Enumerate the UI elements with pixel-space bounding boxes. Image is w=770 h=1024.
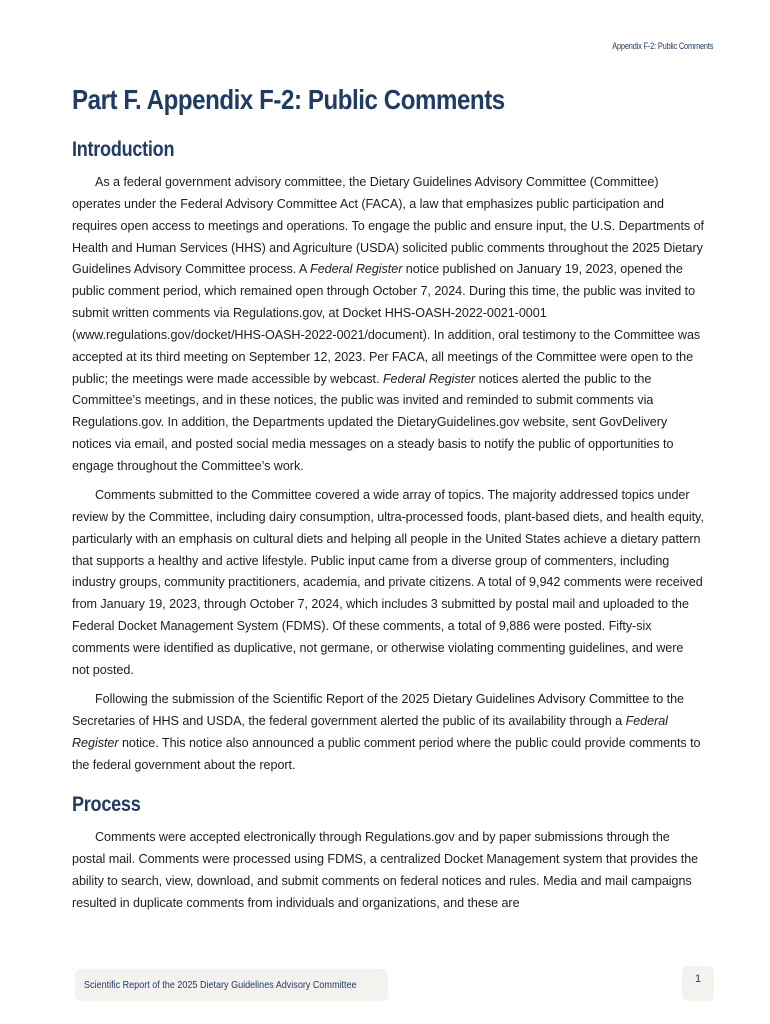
federal-register-italic: Federal Register (310, 262, 403, 277)
running-header: Appendix F-2: Public Comments (611, 41, 713, 51)
section-heading-process: Process (72, 793, 141, 816)
introduction-paragraph-2: Comments submitted to the Committee covered a wide array of topics. The majority addressed topics under review by the Committee, including dairy consumption, ultra-processed foods, plant-based diets, and health equity, particularly with an emphasis on cultural diets and helping all people in the United States achieve a dietary pattern that supports a healthy and active lifestyle. Public input came from a diverse group of commenters, including industry groups, community practitioners, academia, and private citizens. A total of 9,942 comments were received from January 19, 2023, through October 7, 2024, which includes 3 submitted by postal mail and uploaded to the Federal Docket Management System (FDMS). Of these comments, a total of 9,886 were posted. Fifty-six comments were identified as duplicative, not germane, or otherwise violating commenting guidelines, and were not posted. (72, 488, 704, 677)
intro-p1-text-3: notices alerted the public to the Committee’s meetings, and in these notices, the public was invited and reminded to submit comments via Regulations.gov. In addition, the Departments updated the DietaryGuidelines.gov website, sent GovDelivery notices via email, and posted social media messages on a steady basis to notify the public of opportunities to engage throughout the Committee’s work. (72, 371, 674, 473)
footer-report-title-box (75, 969, 388, 1001)
footer-report-title: Scientific Report of the 2025 Dietary Guidelines Advisory Committee (84, 979, 357, 991)
intro-p3-text-2: notice. This notice also announced a public comment period where the public could provide comments to the federal government about the report. (72, 735, 701, 772)
federal-register-italic: Federal Register (382, 371, 476, 386)
introduction-paragraph-1 (72, 172, 704, 478)
intro-p1-text-2: notice published on January 19, 2023, opened the public comment period, which remained open through October 7, 2024. During this time, the public was invited to submit written comments via Regulations.gov, at Docket HHS-OASH-2022-0021-0001 (www.regulations.gov/docket/HHS-OASH-2022-0021/document). In addition, oral testimony to the Committee was accepted at its third meeting on September 12, 2023. Per FACA, all meetings of the Committee were open to the public; the meetings were made accessible by webcast. (72, 262, 701, 386)
process-paragraph-1: Comments were accepted electronically through Regulations.gov and by paper submissions through the postal mail. Comments were processed using FDMS, a centralized Docket Management system that provides the ability to search, view, download, and submit comments on federal notices and rules. Media and mail campaigns resulted in duplicate comments from individuals and organizations, and these are (72, 830, 699, 910)
page-number: 1 (682, 966, 714, 1001)
intro-p1-text-1: As a federal government advisory committee, the Dietary Guidelines Advisory Committee (Committee) operates under the Federal Advisory Committee Act (FACA), a law that emphasizes public participation and requires open access to meetings and operations. To engage the public and ensure input, the U.S. Departments of Health and Human Services (HHS) and Agriculture (USDA) solicited public comments throughout the 2025 Dietary Guidelines Advisory Committee process. A (72, 175, 705, 277)
introduction-paragraph-3 (72, 689, 704, 776)
federal-register-italic: Federal Register (72, 713, 668, 750)
intro-p3-text-1: Following the submission of the Scientific Report of the 2025 Dietary Guidelines Advisory Committee to the Secretaries of HHS and USDA, the federal government alerted the public of its availability through a (72, 692, 684, 728)
page-title: Part F. Appendix F-2: Public Comments (72, 84, 505, 115)
section-heading-introduction: Introduction (72, 138, 175, 161)
